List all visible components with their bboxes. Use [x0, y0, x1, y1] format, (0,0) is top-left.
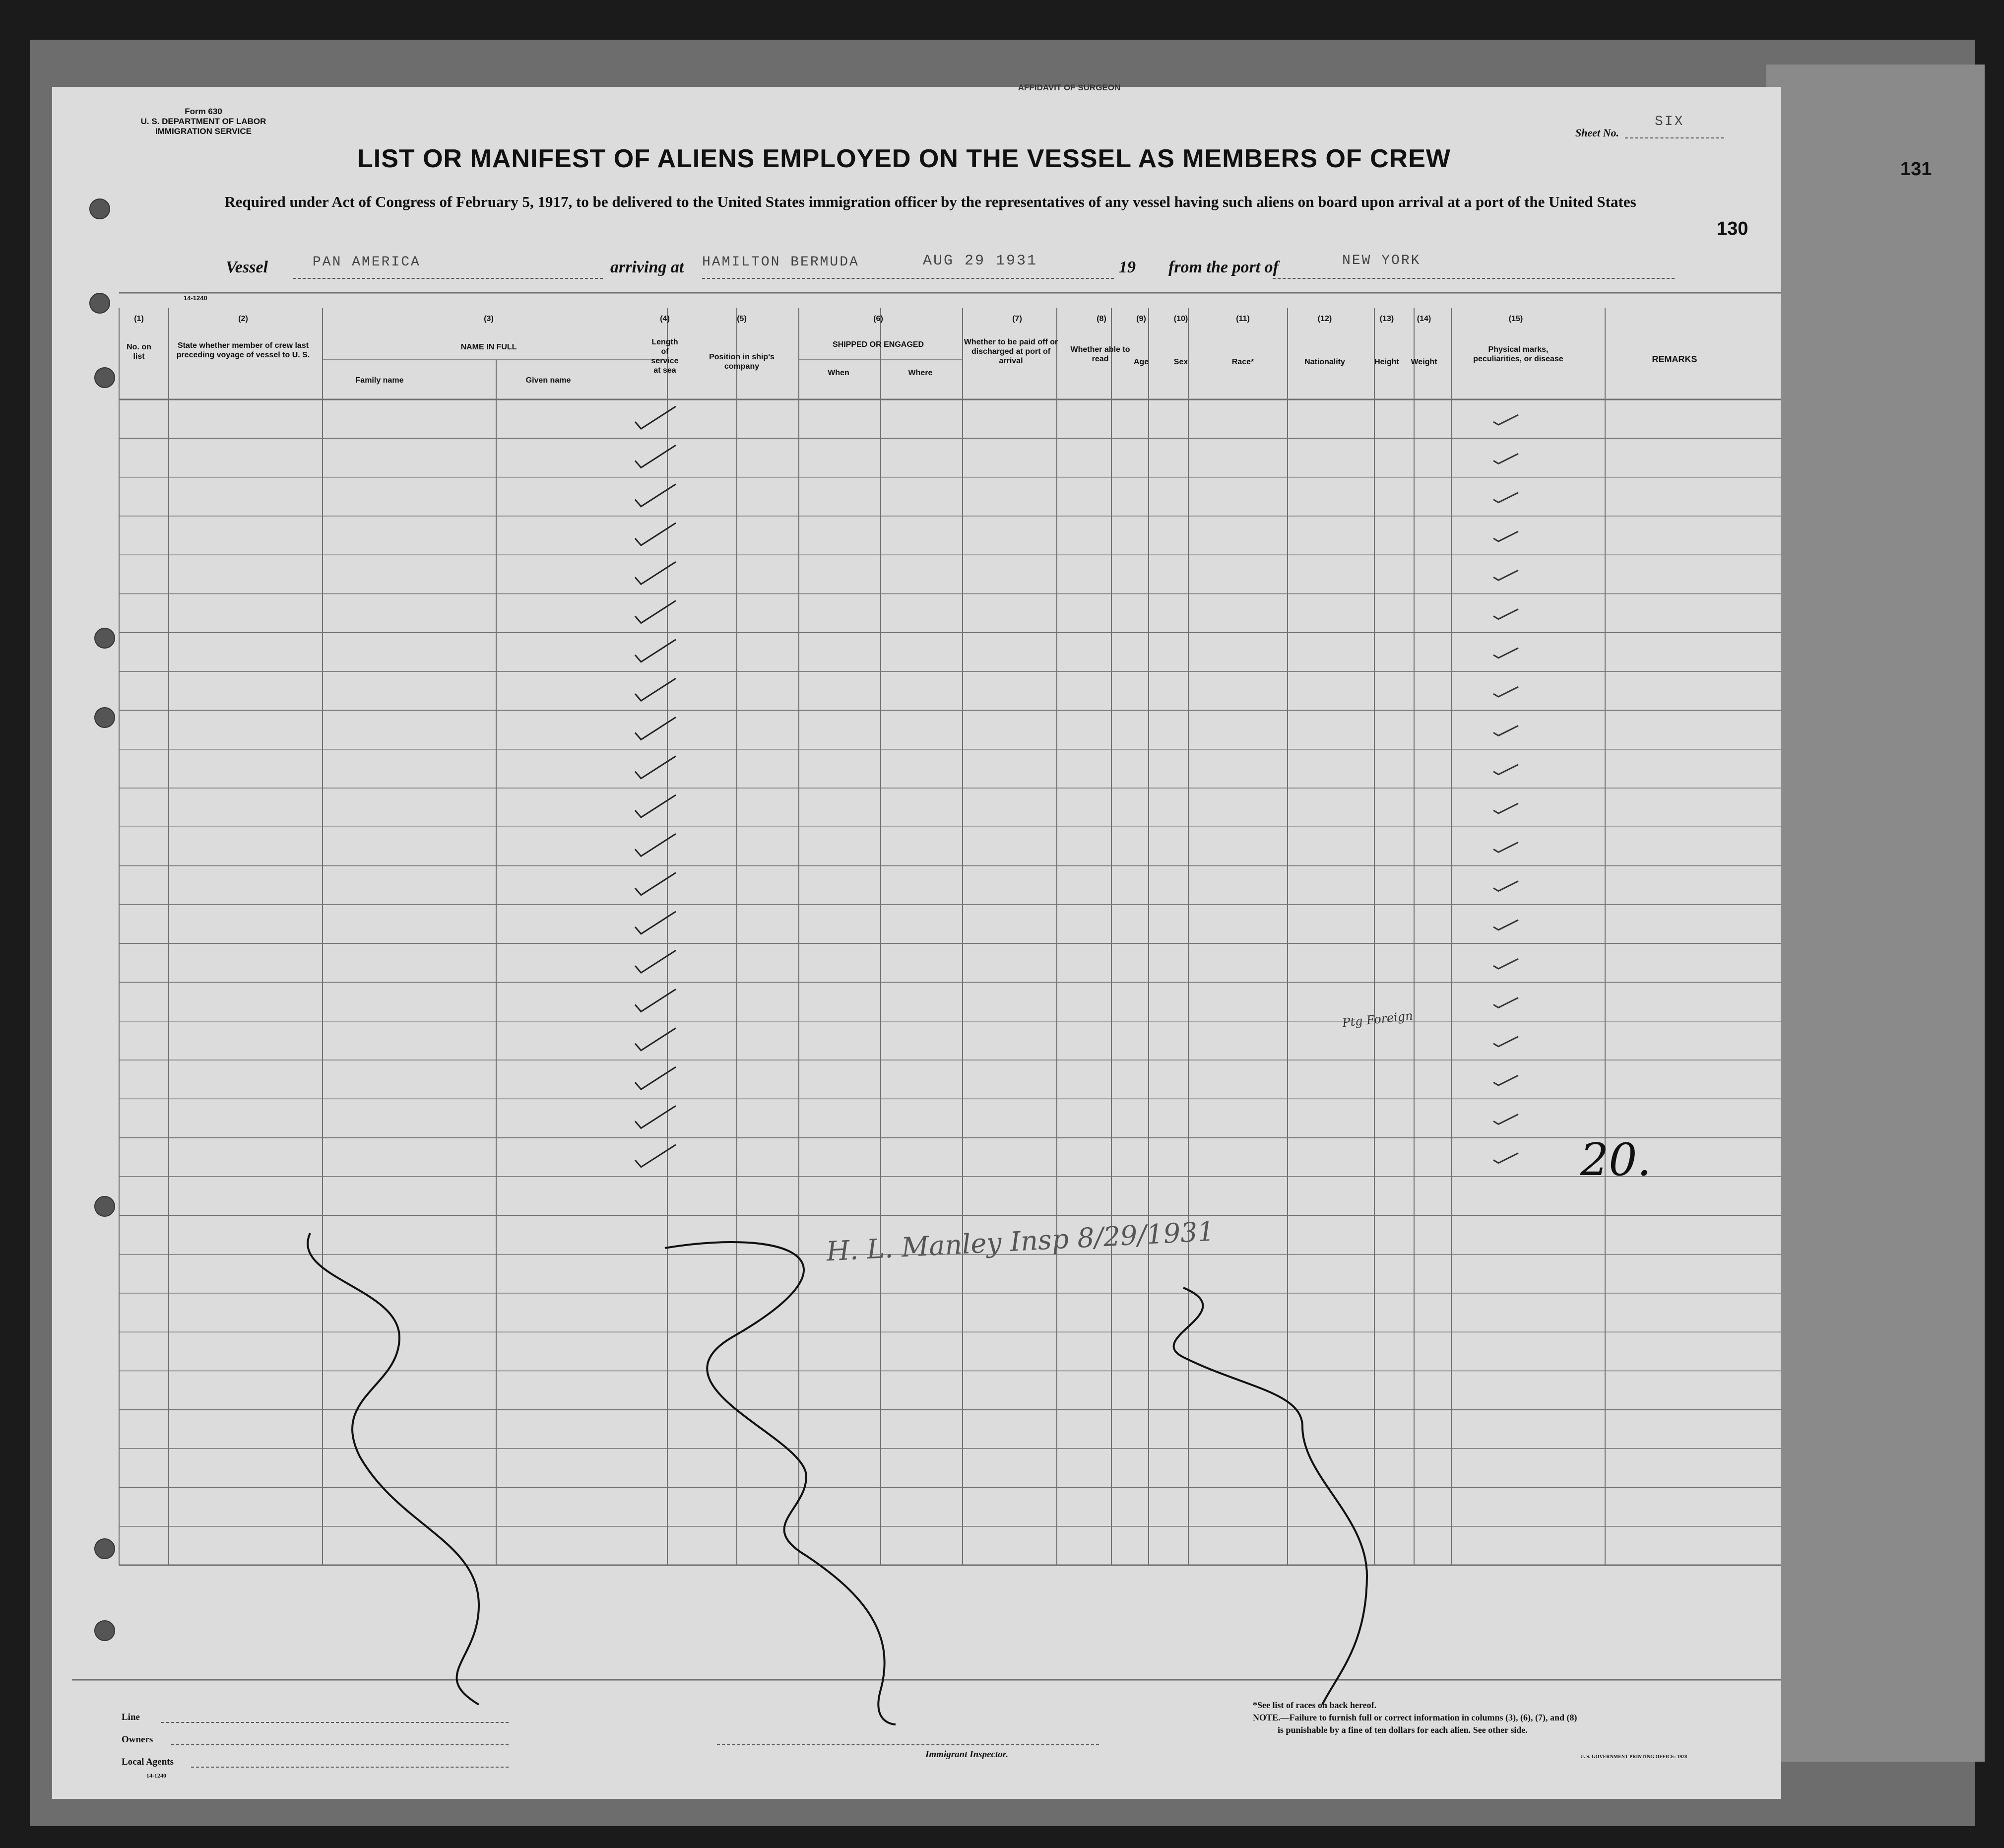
- col1-num: (1): [134, 315, 144, 323]
- inspector-rule: [717, 1744, 1099, 1745]
- col5-label: Position in ship's company: [709, 353, 775, 371]
- footer-note-penalty-2: is punishable by a fine of ten dollars for each alien. See other side.: [1278, 1725, 1528, 1735]
- total-count: 20.: [1580, 1134, 1652, 1186]
- cancel-lines: [52, 87, 1781, 1799]
- cancel-line-1: [308, 1233, 479, 1705]
- footer-owners-label: Owners: [122, 1734, 153, 1745]
- from-port-label: from the port of: [1168, 258, 1279, 276]
- from-port-value: NEW YORK: [1342, 253, 1421, 268]
- col12-label: Nationality: [1304, 358, 1345, 366]
- binder-hole: [94, 367, 115, 388]
- footer-line-label: Line: [122, 1712, 140, 1722]
- manifest-page: [52, 83, 1781, 1799]
- top-stamp: AFFIDAVIT OF SURGEON: [1018, 83, 1121, 92]
- col8-num: (8): [1097, 315, 1106, 323]
- col5-num: (5): [737, 315, 747, 323]
- binder-hole: [89, 198, 110, 219]
- col10-num: (10): [1173, 315, 1188, 323]
- form-department: U. S. DEPARTMENT OF LABOR: [140, 117, 266, 126]
- col8-label: Whether able to read: [1070, 345, 1130, 363]
- col12-num: (12): [1317, 315, 1332, 323]
- col7-num: (7): [1012, 315, 1022, 323]
- footer-agents-code: 14-1240: [146, 1772, 166, 1779]
- binder-hole: [89, 293, 110, 314]
- footer-line-rule: [161, 1722, 509, 1723]
- col3-family: Family name: [355, 376, 404, 385]
- binder-hole: [94, 628, 115, 649]
- col3-given: Given name: [525, 376, 571, 385]
- col14-num: (14): [1417, 315, 1431, 323]
- col1-label: No. on list: [127, 343, 151, 361]
- footer-owners-rule: [171, 1744, 509, 1745]
- col11-num: (11): [1236, 315, 1250, 323]
- arriving-label: arriving at: [610, 258, 684, 276]
- col15-label: Physical marks, peculiarities, or disease: [1473, 345, 1563, 363]
- footer-note-penalty: NOTE.—Failure to furnish full or correct information in columns (3), (6), (7), and (8): [1253, 1713, 1577, 1722]
- year-label: 19: [1119, 258, 1136, 276]
- binder-hole: [94, 1620, 115, 1641]
- arrival-date: AUG 29 1931: [923, 253, 1038, 269]
- back-sheet-right: [1766, 65, 1985, 1762]
- col6-label: SHIPPED OR ENGAGED: [832, 340, 924, 349]
- inspector-signature: H. L. Manley Insp 8/29/1931: [825, 1215, 1216, 1267]
- footer-agents-rule: [191, 1767, 509, 1768]
- col4-num: (4): [660, 315, 670, 323]
- inspector-label: Immigrant Inspector.: [925, 1749, 1008, 1760]
- col7-label: Whether to be paid off or discharged at port of arrival: [964, 338, 1058, 365]
- col2-label: State whether member of crew last preceding voyage of vessel to U. S.: [176, 341, 310, 359]
- vessel-label: Vessel: [226, 258, 268, 276]
- col14-label: Weight: [1411, 358, 1437, 366]
- col13-label: Height: [1374, 358, 1399, 366]
- vessel-value: PAN AMERICA: [313, 255, 421, 270]
- manifest-title: LIST OR MANIFEST OF ALIENS EMPLOYED ON THE VESSEL AS MEMBERS OF CREW: [357, 144, 1451, 173]
- ptg-foreign-note: Ptg Foreign: [1341, 1008, 1414, 1030]
- sheet-value: SIX: [1655, 114, 1684, 130]
- manifest-subtitle: Required under Act of Congress of February 5, 1917, to be delivered to the United States immigration officer by the representatives of any vessel having such aliens on board upon arrival at a port of the United States: [224, 193, 1636, 210]
- col3-label: NAME IN FULL: [460, 343, 517, 351]
- col10-label: Sex: [1173, 358, 1188, 366]
- col3-num: (3): [484, 315, 494, 323]
- col2-num: (2): [238, 315, 248, 323]
- small-code-top: 14-1240: [184, 294, 207, 302]
- cancel-line-2: [665, 1242, 896, 1724]
- col6-when: When: [828, 369, 849, 377]
- col13-num: (13): [1379, 315, 1394, 323]
- binder-hole: [94, 707, 115, 728]
- page-number-stamp: 130: [1717, 218, 1748, 239]
- arriving-value: HAMILTON BERMUDA: [702, 255, 859, 270]
- col9-num: (9): [1136, 315, 1146, 323]
- page-number-right: 131: [1900, 159, 1932, 180]
- col9-label: Age: [1133, 358, 1149, 366]
- sheet-label: Sheet No.: [1575, 127, 1619, 139]
- binder-hole: [94, 1196, 115, 1217]
- binder-hole: [94, 1538, 115, 1559]
- footer-note-races: *See list of races on back hereof.: [1253, 1700, 1377, 1710]
- printer-imprint: U. S. GOVERNMENT PRINTING OFFICE: 1928: [1580, 1754, 1687, 1760]
- col6-where: Where: [908, 369, 933, 377]
- col4-label: Length of service at sea: [651, 338, 679, 375]
- form-number: Form 630: [185, 107, 222, 116]
- col15-num: (15): [1508, 315, 1523, 323]
- col11-label: Race*: [1231, 358, 1254, 366]
- footer-agents-label: Local Agents: [122, 1757, 174, 1767]
- col6-num: (6): [873, 315, 883, 323]
- cancel-line-3: [1174, 1288, 1367, 1705]
- form-service: IMMIGRATION SERVICE: [155, 127, 252, 136]
- remarks-label: REMARKS: [1652, 354, 1697, 364]
